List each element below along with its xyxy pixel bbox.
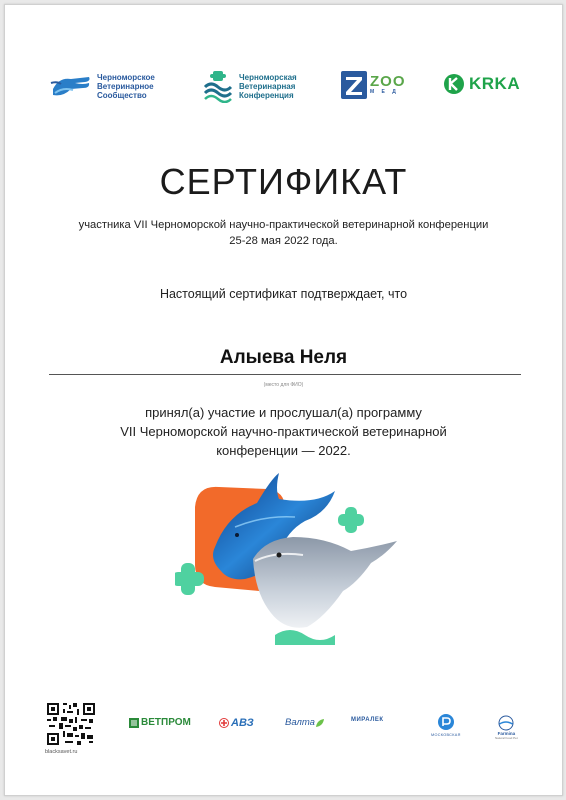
grey-dolphin: [253, 537, 397, 628]
krka-k-icon: [443, 73, 465, 95]
logo-krka-text: KRKA: [469, 74, 521, 93]
valta-text: Валта: [285, 717, 315, 728]
moskovskaya-text: МОСКОВСКАЯ: [431, 733, 461, 737]
logo-bvc-text: Черноморская Ветеринарная Конференция: [239, 72, 297, 100]
participant-name: Алыева Неля: [219, 347, 348, 368]
logo-zoo-text: [370, 75, 406, 95]
confirm-text: Настоящий сертификат подтверждает, что: [159, 287, 408, 301]
moskovskaya-emblem-icon: [437, 713, 455, 731]
farmina-globe-icon: [498, 715, 514, 731]
subtitle-line-1: участника VII Черноморской научно-практической ветеринарной конференции: [78, 219, 489, 231]
name-underline: [49, 374, 521, 375]
sponsor-vetprom: [129, 717, 191, 728]
dolphins-illustration: [175, 467, 405, 647]
sponsor-farmina: [495, 715, 518, 740]
certificate-title: СЕРТИФИКАТ: [159, 161, 408, 202]
logo-black-sea-community: [49, 71, 155, 101]
sponsor-moskovskaya: [431, 713, 461, 737]
logo-zoomed: [341, 71, 406, 99]
hand-wave-icon: [49, 71, 93, 101]
certificate-subtitle: [5, 217, 562, 249]
logo-krka: [443, 73, 520, 95]
certificate-page: [4, 4, 563, 796]
logo-bcs-text: Черноморское Ветеринарное Сообщество: [97, 72, 155, 100]
body-line-1: принял(а) участие и прослушал(а) программу: [145, 405, 422, 420]
avz-cross-icon: [219, 718, 229, 728]
farmina-subtext: Natural Food Pet: [495, 736, 518, 740]
zoo-word: ZOO: [370, 73, 406, 90]
body-line-3: конференции — 2022.: [216, 443, 351, 458]
participation-text: [5, 403, 562, 460]
vetprom-icon: [129, 718, 139, 728]
farmina-text: Farmina: [497, 731, 516, 736]
sponsor-valta: [285, 717, 325, 728]
zoo-z-icon: [341, 71, 367, 99]
logo-black-sea-conference: [201, 69, 297, 103]
valta-leaf-icon: [315, 718, 325, 728]
mint-wave-bottom: [275, 630, 335, 645]
mint-cross-right: [338, 507, 364, 533]
vetprom-text: ВЕТПРОМ: [141, 717, 191, 728]
sponsor-avz: [219, 717, 254, 729]
zoo-subword: М Е Д: [370, 89, 399, 95]
name-hint: (место для ФИО): [263, 382, 304, 388]
wave-cross-icon: [201, 69, 235, 103]
qr-url: blacksavet.ru: [45, 749, 78, 755]
miralek-text: МИРАЛЕК: [351, 717, 384, 723]
subtitle-line-2: 25-28 мая 2022 года.: [229, 235, 338, 247]
sponsor-miralek: [351, 717, 384, 723]
qr-code[interactable]: [47, 703, 95, 745]
body-line-2: VII Черноморской научно-практической ветеринарной: [120, 424, 447, 439]
partner-logos-top: [5, 67, 562, 107]
avz-text: АВЗ: [231, 717, 254, 729]
